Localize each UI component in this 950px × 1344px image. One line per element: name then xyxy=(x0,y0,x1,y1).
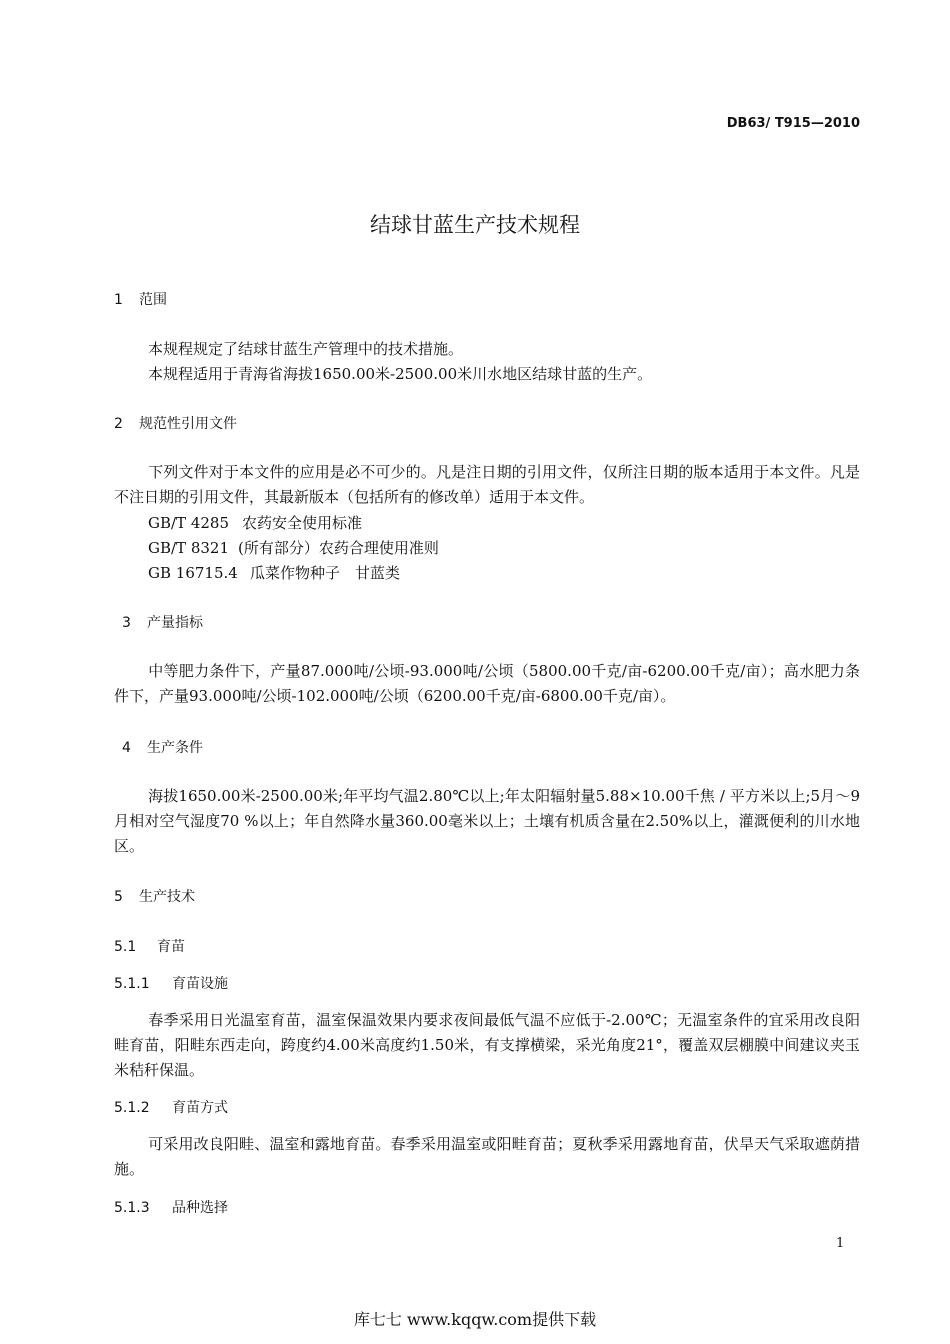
section-number: 5.1.2 xyxy=(114,1100,150,1116)
section-5-1-2-paragraph xyxy=(114,1132,860,1182)
section-2-heading xyxy=(114,413,237,433)
section-title: 产量指标 xyxy=(147,615,203,631)
section-5-1-3-heading xyxy=(114,1197,228,1217)
paragraph-text: 春季采用日光温室育苗，温室保温效果内要求夜间最低气温不应低于-2.00℃；无温室条件的宜采用改良阳畦育苗，阳畦东西走向，跨度约4.00米高度约1.50米，有支撑横梁，采光角度21°，覆盖双层棚膜中间建议夹玉米秸秆保温。 xyxy=(114,1011,860,1079)
section-number: 5 xyxy=(114,889,123,905)
page-number: 1 xyxy=(836,1236,845,1251)
reference-name: 瓜菜作物种子 甘蓝类 xyxy=(250,564,401,582)
section-number: 4 xyxy=(122,740,131,756)
section-number: 5.1.3 xyxy=(114,1200,150,1216)
reference-item xyxy=(148,512,362,533)
reference-name: 农药安全使用标准 xyxy=(242,514,363,532)
standard-code: DB63/ T915—2010 xyxy=(726,116,860,131)
section-title: 品种选择 xyxy=(172,1200,228,1216)
section-title: 育苗方式 xyxy=(172,1100,228,1116)
document-title: 结球甘蓝生产技术规程 xyxy=(370,213,580,237)
section-title: 育苗设施 xyxy=(172,976,228,992)
reference-code: GB 16715.4 xyxy=(148,564,238,582)
paragraph-text: 可采用改良阳畦、温室和露地育苗。春季采用温室或阳畦育苗；夏秋季采用露地育苗，伏旱天气采取遮荫措施。 xyxy=(114,1135,860,1178)
reference-code: GB/T 4285 xyxy=(148,514,230,532)
section-4-paragraph xyxy=(114,784,860,859)
section-5-1-heading xyxy=(114,936,185,956)
section-title: 育苗 xyxy=(157,939,185,955)
section-1-heading xyxy=(114,289,167,309)
section-2-paragraph xyxy=(114,460,860,510)
section-4-heading xyxy=(122,737,203,757)
paragraph-text: 中等肥力条件下，产量87.000吨/公顷-93.000吨/公顷（5800.00千克/亩-6200.00千克/亩）；高水肥力条件下，产量93.000吨/公顷-102.000吨/公顷（6200.00千克/亩-6800.00千克/亩）。 xyxy=(114,662,860,705)
section-3-paragraph xyxy=(114,659,860,709)
section-title: 范围 xyxy=(139,292,167,308)
section-5-heading xyxy=(114,886,195,906)
section-5-1-1-paragraph xyxy=(114,1008,860,1083)
section-title: 生产条件 xyxy=(147,740,203,756)
section-title: 规范性引用文件 xyxy=(139,416,237,432)
section-number: 5.1.1 xyxy=(114,976,150,992)
section-3-heading xyxy=(122,612,203,632)
reference-code: GB/T 8321 xyxy=(148,539,230,557)
section-number: 1 xyxy=(114,292,123,308)
paragraph-text: 海拔1650.00米-2500.00米;年平均气温2.80℃以上;年太阳辐射量5.88×10.00千焦 / 平方米以上;5月～9月相对空气湿度70 %以上；年自然降水量360.00毫米以上；土壤有机质含量在2.50%以上，灌溉便利的川水地区。 xyxy=(114,787,860,855)
footer-download-text: 库七七 www.kqqw.com提供下载 xyxy=(353,1310,597,1329)
section-number: 2 xyxy=(114,416,123,432)
section-1-line-1: 本规程规定了结球甘蓝生产管理中的技术措施。 xyxy=(148,340,464,358)
section-5-1-2-heading xyxy=(114,1097,228,1117)
section-5-1-1-heading xyxy=(114,973,228,993)
reference-item xyxy=(148,562,400,583)
section-number: 5.1 xyxy=(114,939,137,955)
reference-item xyxy=(148,537,439,558)
section-title: 生产技术 xyxy=(139,889,195,905)
section-number: 3 xyxy=(122,615,131,631)
section-1-line-2: 本规程适用于青海省海拔1650.00米-2500.00米川水地区结球甘蓝的生产。 xyxy=(148,365,653,383)
paragraph-text: 下列文件对于本文件的应用是必不可少的。凡是注日期的引用文件，仅所注日期的版本适用于本文件。凡是不注日期的引用文件，其最新版本（包括所有的修改单）适用于本文件。 xyxy=(114,463,860,506)
reference-name: (所有部分）农药合理使用准则 xyxy=(238,539,439,557)
